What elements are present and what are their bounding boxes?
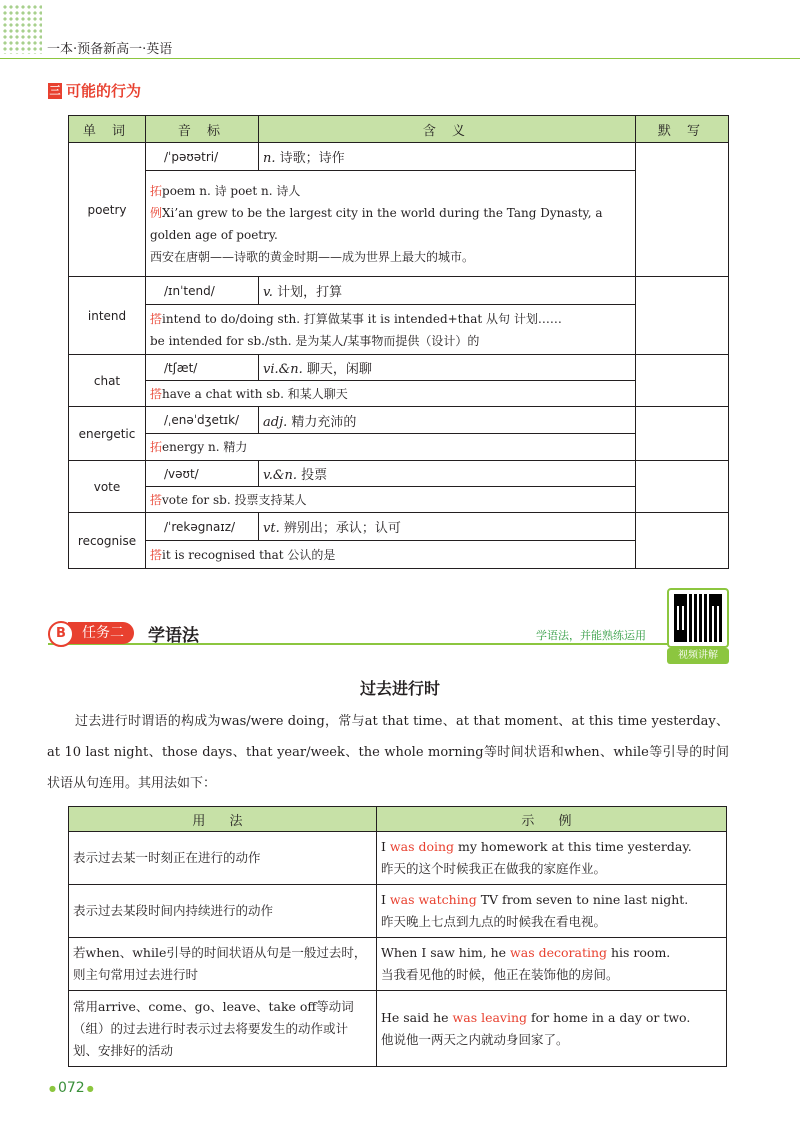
example-tag: 例: [150, 205, 163, 220]
expand-tag: 拓: [150, 183, 163, 198]
dictation-cell[interactable]: [636, 355, 729, 407]
collocation-tag: 搭: [150, 547, 163, 562]
vocab-word: recognise: [69, 513, 146, 569]
usage-cell: 表示过去某一时刻正在进行的动作: [69, 832, 377, 885]
col-header-dictation: 默 写: [636, 116, 729, 143]
task-band: [48, 617, 728, 647]
col-header-usage: 用 法: [69, 807, 377, 832]
task-slogan: 学语法，并能熟练运用: [536, 629, 646, 642]
vocab-word: intend: [69, 277, 146, 355]
vocab-note: 搭vote for sb. 投票支持某人: [146, 487, 636, 513]
section-number-icon: 三: [49, 83, 61, 97]
usage-cell: 常用arrive、come、go、leave、take off等动词（组）的过去进行时表示过去将要发生的动作或计划、安排好的活动: [69, 991, 377, 1067]
task-letter-badge: B: [48, 621, 74, 647]
vocab-ipa: /vəʊt/: [146, 461, 259, 487]
vocab-ipa: /ˈrekəgnaɪz/: [146, 513, 259, 541]
vocab-table: [68, 115, 729, 569]
vocab-note: 搭intend to do/doing sth. 打算做某事 it is intended+that 从句 计划…… be intended for sb./sth. 是为某人/某事物而提供（设计）的: [146, 305, 636, 355]
collocation-tag: 搭: [150, 386, 163, 401]
vocab-ipa: /ˈpəʊətri/: [146, 143, 259, 171]
dictation-cell[interactable]: [636, 407, 729, 461]
video-lecture-label[interactable]: 视频讲解: [667, 648, 729, 664]
vocab-meaning: n. 诗歌；诗作: [259, 143, 636, 171]
collocation-tag: 搭: [150, 492, 163, 507]
usage-cell: 若when、while引导的时间状语从句是一般过去时，则主句常用过去进行时: [69, 938, 377, 991]
vocab-meaning: v. 计划，打算: [259, 277, 636, 305]
vocab-ipa: /ɪnˈtend/: [146, 277, 259, 305]
col-header-ipa: 音 标: [146, 116, 259, 143]
breadcrumb: 一本·预备新高一·英语: [47, 42, 173, 57]
vocab-note: 搭it is recognised that 公认的是: [146, 541, 636, 569]
task-title: 学语法: [148, 626, 199, 646]
usage-cell: 表示过去某段时间内持续进行的动作: [69, 885, 377, 938]
dictation-cell[interactable]: [636, 513, 729, 569]
vocab-note: 拓energy n. 精力: [146, 434, 636, 461]
dictation-cell[interactable]: [636, 277, 729, 355]
grammar-intro: 过去进行时谓语的构成为was/were doing，常与at that time、at that moment、at this time yesterday、at 10 last night、those days、that year/week、the whole morning等时间状语和when、while等引导的时间状语从句连用。其用法如下：: [47, 714, 729, 791]
col-header-example: 示 例: [377, 807, 727, 832]
header-divider: [0, 58, 800, 59]
section-title-text: 可能的行为: [66, 82, 142, 100]
vocab-ipa: /tʃæt/: [146, 355, 259, 381]
dictation-cell[interactable]: [636, 143, 729, 277]
col-header-meaning: 含 义: [259, 116, 636, 143]
vocab-meaning: v.&n. 投票: [259, 461, 636, 487]
vocab-word: chat: [69, 355, 146, 407]
vocab-word: poetry: [69, 143, 146, 277]
decorative-dots: [2, 4, 42, 54]
grammar-title: 过去进行时: [359, 679, 440, 698]
qr-code-icon[interactable]: [667, 588, 729, 648]
section-title: [48, 80, 141, 101]
vocab-note: 拓poem n. 诗 poet n. 诗人 例Xi’an grew to be the largest city in the world during the Tang Dynasty, a golden age of poetry. 西安在唐朝——诗歌的黄金时期——成为世界上最大的城市。: [146, 171, 636, 277]
vocab-word: energetic: [69, 407, 146, 461]
vocab-word: vote: [69, 461, 146, 513]
vocab-meaning: vt. 辨别出；承认；认可: [259, 513, 636, 541]
example-cell: When I saw him, he was decorating his room. 当我看见他的时候，他正在装饰他的房间。: [377, 938, 727, 991]
page-number: ● 072 ●: [47, 1080, 96, 1096]
dictation-cell[interactable]: [636, 461, 729, 513]
example-cell: He said he was leaving for home in a day or two. 他说他一两天之内就动身回家了。: [377, 991, 727, 1067]
example-cell: I was doing my homework at this time yesterday. 昨天的这个时候我正在做我的家庭作业。: [377, 832, 727, 885]
example-cell: I was watching TV from seven to nine last night. 昨天晚上七点到九点的时候我在看电视。: [377, 885, 727, 938]
col-header-word: 单 词: [69, 116, 146, 143]
vocab-meaning: vi.&n. 聊天，闲聊: [259, 355, 636, 381]
expand-tag: 拓: [150, 440, 163, 454]
usage-table: [68, 806, 727, 1067]
collocation-tag: 搭: [150, 311, 163, 326]
vocab-note: 搭have a chat with sb. 和某人聊天: [146, 381, 636, 407]
vocab-meaning: adj. 精力充沛的: [259, 407, 636, 434]
task-label: 任务二: [68, 622, 134, 644]
vocab-ipa: /ˌenəˈdʒetɪk/: [146, 407, 259, 434]
